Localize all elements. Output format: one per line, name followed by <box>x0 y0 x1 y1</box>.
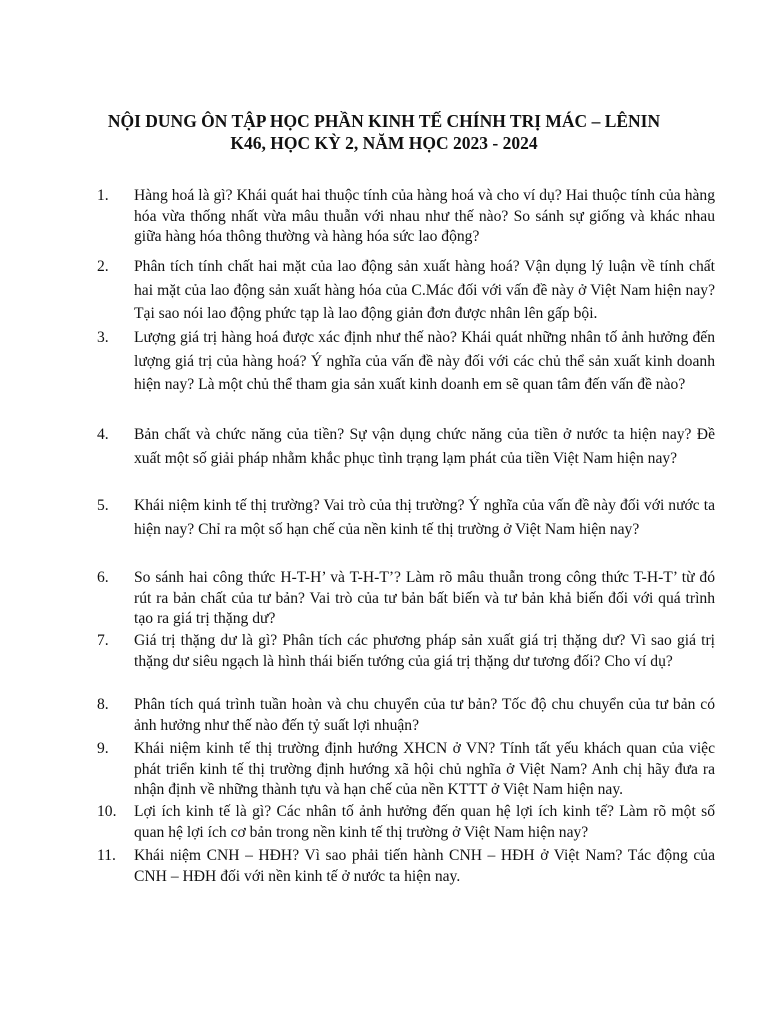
question-number: 9. <box>97 740 109 757</box>
question-item <box>97 846 715 887</box>
question-number: 5. <box>97 497 109 514</box>
question-text: Khái niệm kinh tế thị trường định hướng XHCN ở VN? Tính tất yếu khách quan của việc phát triển kinh tế thị trường định hướng xã hội chủ nghĩa ở Việt Nam? Anh chị hãy đưa ra nhận định về những thành tựu và hạn chế của nền KTTT ở Việt Nam hiện nay. <box>134 740 715 798</box>
question-item <box>97 631 715 672</box>
question-item <box>97 802 715 843</box>
question-text: So sánh hai công thức H-T-H’ và T-H-T’? Làm rõ mâu thuẫn trong công thức T-H-T’ từ đó rút ra bản chất của tư bản? Vai trò của tư bản bất biến và tư bản khả biến đối với quá trình tạo ra giá trị thặng dư? <box>134 569 715 627</box>
question-text: Phân tích tính chất hai mặt của lao động sản xuất hàng hoá? Vận dụng lý luận về tính chất hai mặt của lao động sản xuất hàng hóa của C.Mác đối với vấn đề này ở Việt Nam hiện nay? Tại sao nói lao động phức tạp là lao động giản đơn được nhân lên gấp bội. <box>134 258 715 322</box>
question-number: 8. <box>97 696 109 713</box>
question-text: Khái niệm kinh tế thị trường? Vai trò của thị trường? Ý nghĩa của vấn đề này đối với nước ta hiện nay? Chỉ ra một số hạn chế của nền kinh tế thị trường ở Việt Nam hiện nay? <box>134 497 715 538</box>
question-text: Phân tích quá trình tuần hoàn và chu chuyển của tư bản? Tốc độ chu chuyển của tư bản có ảnh hưởng như thế nào đến tỷ suất lợi nhuận? <box>134 696 715 734</box>
question-item <box>97 695 715 736</box>
document-title <box>80 110 688 154</box>
question-number: 2. <box>97 258 109 275</box>
question-item <box>97 568 715 630</box>
question-text: Khái niệm CNH – HĐH? Vì sao phải tiến hành CNH – HĐH ở Việt Nam? Tác động của CNH – HĐH đối với nền kinh tế ở nước ta hiện nay. <box>134 847 715 885</box>
question-number: 4. <box>97 426 109 443</box>
question-item <box>97 326 715 397</box>
question-text: Lợi ích kinh tế là gì? Các nhân tố ảnh hưởng đến quan hệ lợi ích kinh tế? Làm rõ một số quan hệ lợi ích cơ bản trong nền kinh tế thị trường ở Việt Nam hiện nay? <box>134 803 715 841</box>
question-number: 1. <box>97 187 109 204</box>
question-number: 6. <box>97 569 109 586</box>
question-text: Bản chất và chức năng của tiền? Sự vận dụng chức năng của tiền ở nước ta hiện nay? Đề xuất một số giải pháp nhằm khắc phục tình trạng lạm phát của tiền Việt Nam hiện nay? <box>134 426 715 467</box>
question-item <box>97 494 715 541</box>
question-item <box>97 255 715 326</box>
question-number: 11. <box>97 847 116 864</box>
question-text: Giá trị thặng dư là gì? Phân tích các phương pháp sản xuất giá trị thặng dư? Vì sao giá trị thặng dư siêu ngạch là hình thái biến tướng của giá trị thặng dư tương đối? Cho ví dụ? <box>134 632 715 670</box>
question-item <box>97 423 715 470</box>
question-item <box>97 739 715 801</box>
question-item <box>97 186 715 248</box>
question-number: 3. <box>97 329 109 346</box>
question-text: Lượng giá trị hàng hoá được xác định như thế nào? Khái quát những nhân tố ảnh hưởng đến lượng giá trị của hàng hoá? Ý nghĩa của vấn đề này đối với các chủ thể sản xuất kinh doanh hiện nay? Là một chủ thể tham gia sản xuất kinh doanh em sẽ quan tâm đến vấn đề nào? <box>134 329 715 393</box>
title-line-2: K46, HỌC KỲ 2, NĂM HỌC 2023 - 2024 <box>230 133 538 153</box>
question-number: 7. <box>97 632 109 649</box>
title-line-1: NỘI DUNG ÔN TẬP HỌC PHẦN KINH TẾ CHÍNH TRỊ MÁC – LÊNIN <box>107 111 661 131</box>
question-text: Hàng hoá là gì? Khái quát hai thuộc tính của hàng hoá và cho ví dụ? Hai thuộc tính của hàng hóa vừa thống nhất vừa mâu thuẫn với nhau như thế nào? So sánh sự giống và khác nhau giữa hàng hóa thông thường và hàng hóa sức lao động? <box>134 187 715 245</box>
question-number: 10. <box>97 803 117 820</box>
